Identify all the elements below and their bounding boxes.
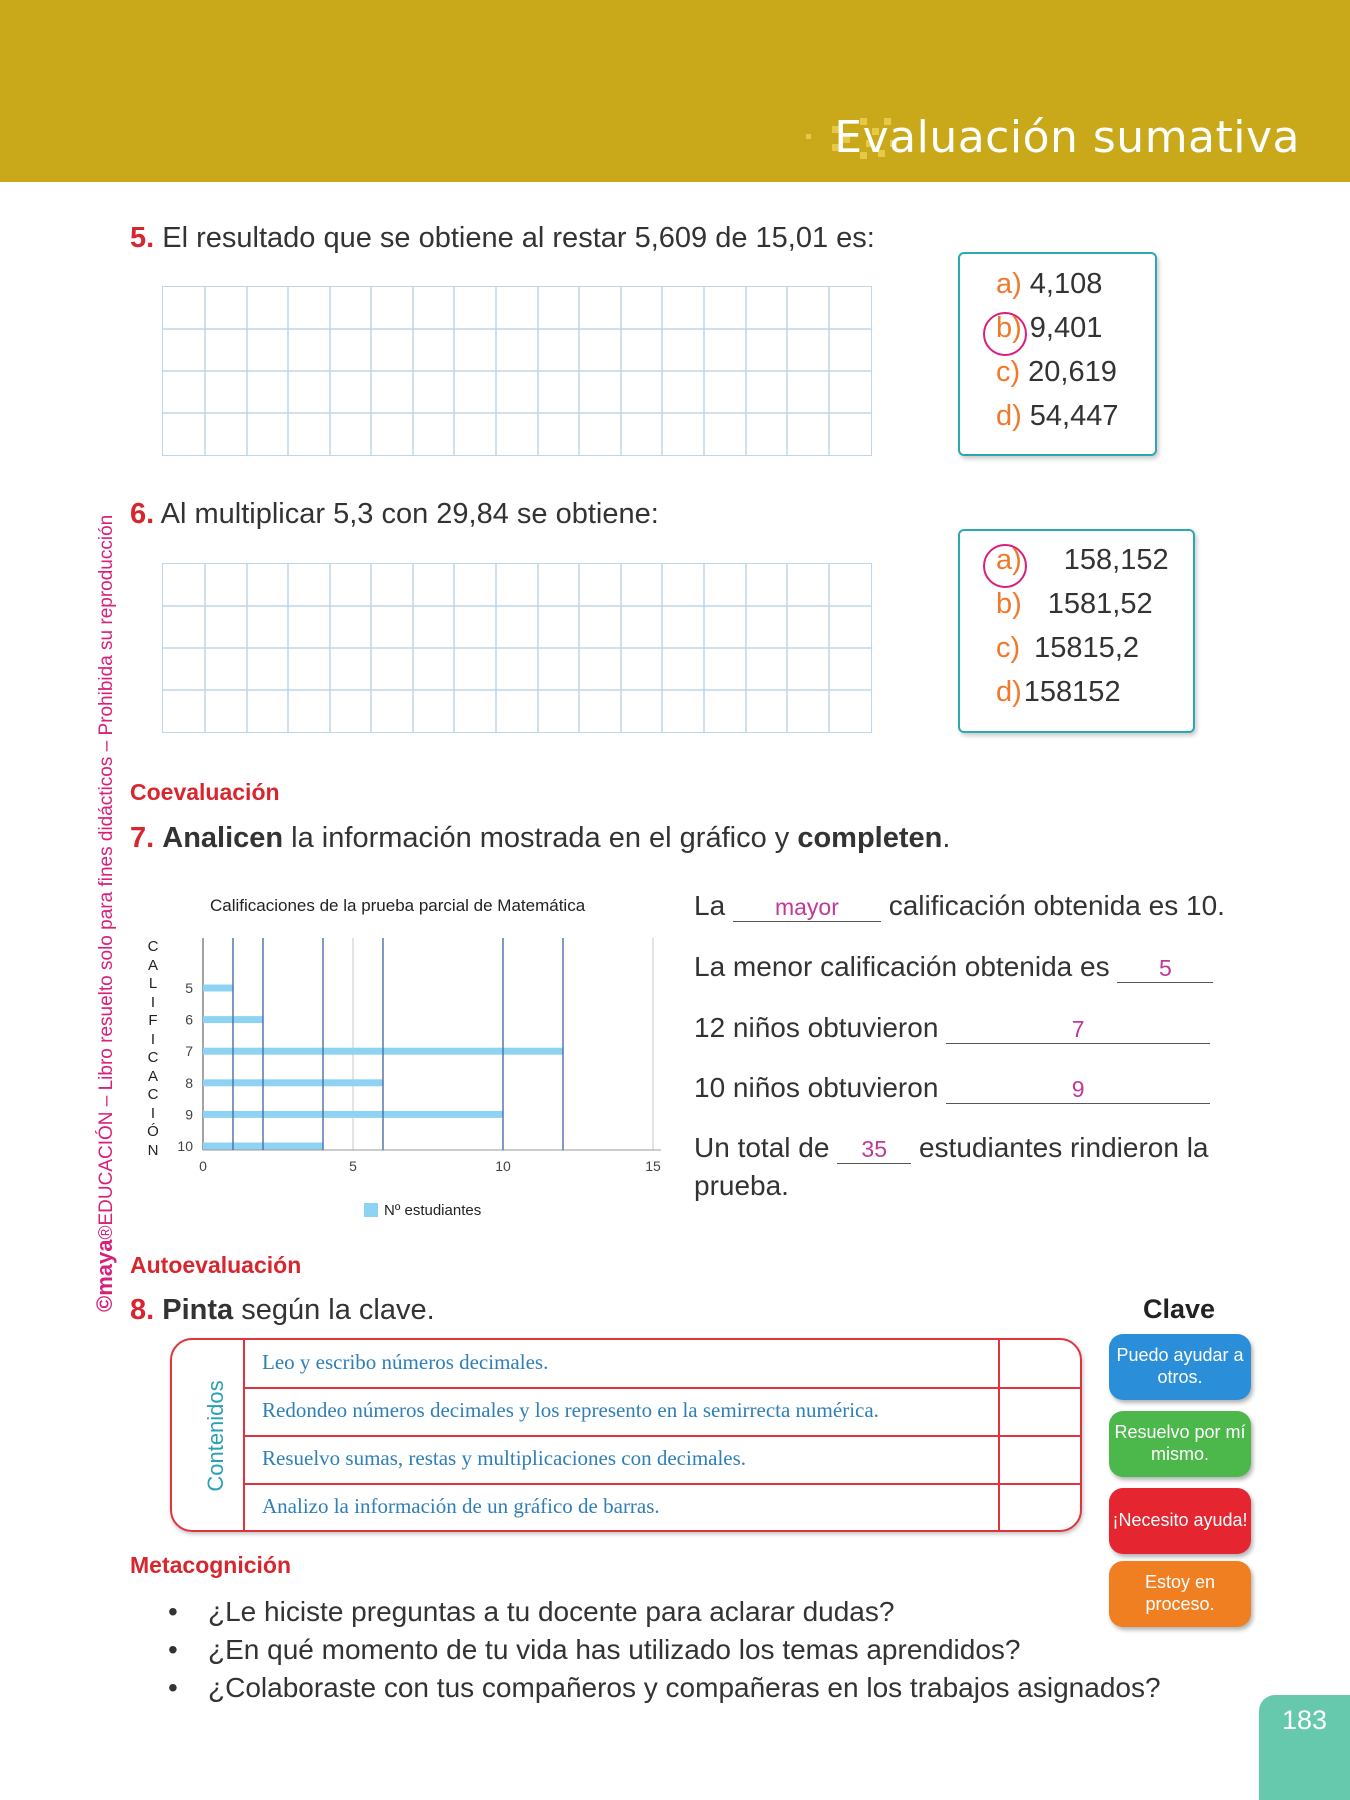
- y-tick-label: 6: [185, 1011, 193, 1028]
- copyright-sidebar: [92, 515, 118, 1312]
- section-metacognicion: Metacognición: [130, 1552, 292, 1578]
- table-side-label: Contenidos: [203, 1380, 228, 1492]
- question-7-title: 7. Analicen la información mostrada en el gráfico y completen.: [130, 822, 951, 854]
- option-b[interactable]: b) 9,401: [996, 312, 1103, 344]
- question-8-title: 8. Pinta según la clave.: [130, 1294, 435, 1326]
- page-number: 183: [1259, 1695, 1350, 1800]
- work-grid-q6[interactable]: [162, 563, 872, 733]
- key-in-progress: Estoy en proceso.: [1109, 1561, 1251, 1627]
- option-d[interactable]: d) 54,447: [996, 400, 1119, 432]
- paint-cell[interactable]: [1000, 1437, 1078, 1483]
- chart-legend: [364, 1202, 481, 1219]
- sentence-1: La mayor calificación obtenida es 10.: [694, 890, 1225, 921]
- question-5-title: [130, 222, 875, 255]
- key-title: Clave: [1143, 1294, 1216, 1324]
- q5-options-box: [958, 252, 1157, 456]
- section-coevaluacion: Coevaluación: [130, 779, 280, 805]
- key-need-help: ¡Necesito ayuda!: [1109, 1488, 1251, 1554]
- work-grid-q5[interactable]: [162, 286, 872, 456]
- chart-bar: [203, 1111, 503, 1118]
- section-autoevaluacion: Autoevaluación: [130, 1252, 302, 1278]
- y-tick-label: 8: [185, 1074, 193, 1091]
- header-banner: [0, 0, 1350, 182]
- x-tick-label: 5: [349, 1158, 357, 1174]
- sentence-3: 12 niños obtuvieron 7: [694, 1012, 1210, 1044]
- y-tick-label: 10: [177, 1138, 193, 1154]
- chart-plot: [140, 888, 680, 1228]
- bar-chart: [140, 888, 680, 1228]
- table-row: Redondeo números decimales y los represento en la semirrecta numérica.: [262, 1398, 879, 1422]
- option-d[interactable]: d)158152: [996, 676, 1121, 708]
- question-text: Al multiplicar 5,3 con 29,84 se obtiene:: [160, 498, 659, 530]
- key-help-others: Puedo ayudar a otros.: [1109, 1334, 1251, 1400]
- paint-cell[interactable]: [1000, 1389, 1078, 1435]
- table-row: Leo y escribo números decimales.: [262, 1350, 549, 1374]
- question-text: El resultado que se obtiene al restar 5,609 de 15,01 es:: [162, 222, 875, 254]
- option-c[interactable]: c) 20,619: [996, 356, 1117, 388]
- legend-label: Nº estudiantes: [384, 1202, 482, 1219]
- x-tick-label: 15: [645, 1158, 661, 1174]
- copyright-text: ®EDUCACIÓN – Libro resuelto solo para fines didácticos – Prohibida su reproducción: [96, 514, 117, 1240]
- paint-cell[interactable]: [1000, 1340, 1078, 1387]
- answer-blank[interactable]: 35: [837, 1136, 911, 1164]
- answer-blank[interactable]: mayor: [733, 894, 881, 922]
- question-number: 5.: [130, 222, 155, 254]
- y-tick-label: 7: [185, 1043, 193, 1060]
- q6-options-box: [958, 529, 1195, 733]
- option-a[interactable]: a) 158,152: [996, 544, 1169, 576]
- key-by-myself: Resuelvo por mí mismo.: [1109, 1411, 1251, 1477]
- question-6-title: [130, 498, 659, 531]
- y-tick-label: 5: [185, 980, 193, 996]
- answer-blank[interactable]: 5: [1117, 955, 1213, 983]
- answer-blank[interactable]: 9: [946, 1076, 1210, 1104]
- x-tick-label: 0: [199, 1158, 207, 1174]
- table-row: Analizo la información de un gráfico de barras.: [262, 1494, 660, 1518]
- table-row: Resuelvo sumas, restas y multiplicaciones con decimales.: [262, 1446, 747, 1470]
- sentence-5-continued: prueba.: [694, 1170, 789, 1201]
- chart-y-axis-label: C A L I F I C A C I Ó N: [147, 938, 159, 1159]
- chart-bar: [203, 1079, 383, 1086]
- option-b[interactable]: b) 1581,52: [996, 588, 1153, 620]
- self-assessment-table: [170, 1338, 1082, 1532]
- option-c[interactable]: c) 15815,2: [996, 632, 1139, 664]
- brand-logo-text: ©maya: [92, 1239, 117, 1312]
- chart-title: Calificaciones de la prueba parcial de Matemática: [210, 896, 586, 915]
- y-tick-label: 9: [185, 1106, 193, 1123]
- chart-bar: [203, 985, 233, 992]
- x-tick-label: 10: [495, 1158, 511, 1174]
- question-number: 6.: [130, 498, 155, 530]
- sentence-4: 10 niños obtuvieron 9: [694, 1072, 1210, 1104]
- paint-cell[interactable]: [1000, 1485, 1078, 1530]
- sentence-2: La menor calificación obtenida es 5: [694, 951, 1213, 983]
- page-title: Evaluación sumativa: [834, 112, 1300, 163]
- option-a[interactable]: a) 4,108: [996, 268, 1103, 300]
- answer-blank[interactable]: 7: [946, 1016, 1210, 1044]
- legend-swatch: [364, 1203, 378, 1217]
- sentence-5: Un total de 35 estudiantes rindieron la: [694, 1132, 1209, 1163]
